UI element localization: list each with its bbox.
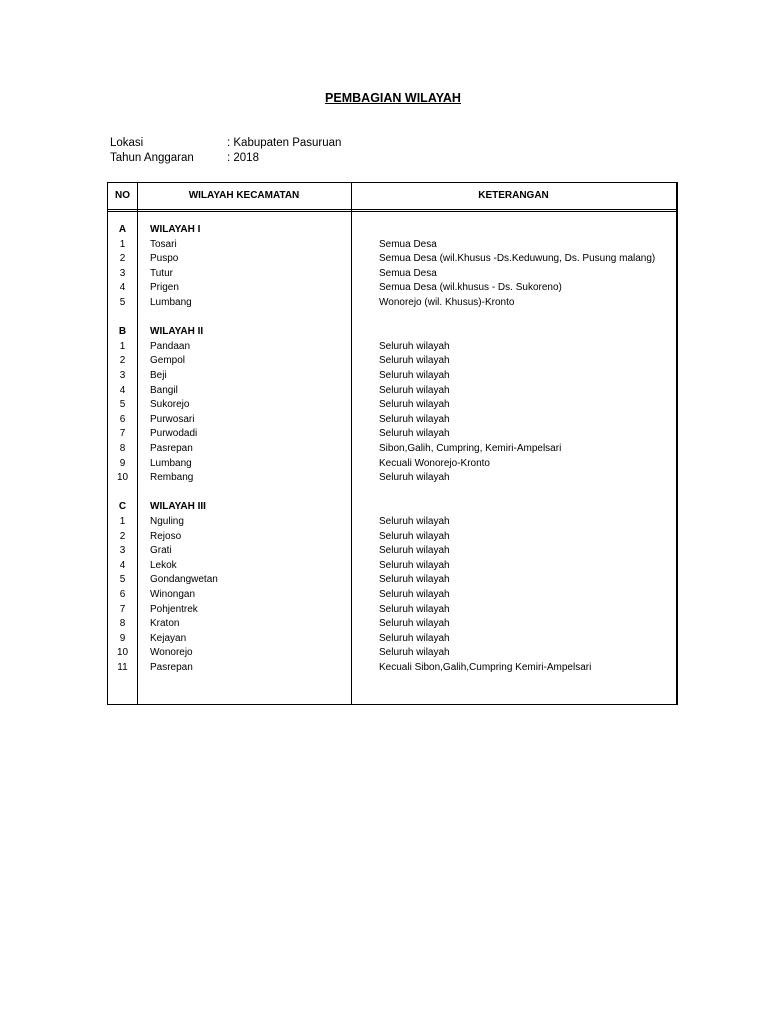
- keterangan-text: Seluruh wilayah: [379, 355, 450, 367]
- row-number: 4: [119, 559, 126, 571]
- table-row: [108, 471, 676, 486]
- kecamatan-name: Pandaan: [150, 340, 191, 352]
- kecamatan-name: Nguling: [150, 516, 184, 527]
- meta-location-label: Lokasi: [110, 137, 144, 149]
- row-number: 10: [116, 647, 129, 659]
- kecamatan-name: Rejoso: [150, 530, 182, 542]
- keterangan-text: Seluruh wilayah: [379, 530, 450, 542]
- table-row: [108, 413, 676, 428]
- row-number: 9: [119, 632, 126, 644]
- table-row: [108, 646, 676, 661]
- kecamatan-name: Purwodadi: [150, 428, 198, 440]
- keterangan-text: Kecuali Sibon,Galih,Cumpring Kemiri-Ampelsari: [379, 662, 592, 673]
- kecamatan-name: Gondangwetan: [150, 574, 218, 586]
- row-number: 1: [119, 516, 126, 527]
- section-row: [108, 500, 676, 515]
- header-keterangan: KETERANGAN: [478, 190, 549, 201]
- kecamatan-name: Beji: [150, 370, 167, 381]
- header-divider-bottom: [108, 211, 676, 212]
- region-table: [107, 182, 678, 705]
- document-title: PEMBAGIAN WILAYAH: [325, 91, 461, 105]
- row-number: 5: [119, 297, 126, 308]
- keterangan-text: Seluruh wilayah: [379, 574, 450, 586]
- table-row: [108, 661, 676, 676]
- keterangan-text: Sibon,Galih, Cumpring, Kemiri-Ampelsari: [379, 443, 562, 454]
- header-wilayah: WILAYAH KECAMATAN: [188, 190, 300, 201]
- table-row: [108, 354, 676, 369]
- kecamatan-name: Pasrepan: [150, 662, 193, 673]
- row-number: 3: [119, 267, 126, 279]
- table-row: [108, 340, 676, 355]
- kecamatan-name: Sukorejo: [150, 399, 190, 411]
- section-name: WILAYAH I: [150, 224, 201, 235]
- row-number: 2: [119, 530, 126, 542]
- row-number: 4: [119, 282, 126, 294]
- kecamatan-name: Lumbang: [150, 457, 192, 469]
- table-row: [108, 398, 676, 413]
- row-number: 4: [119, 384, 126, 396]
- kecamatan-name: Purwosari: [150, 413, 195, 425]
- row-number: 2: [119, 253, 126, 265]
- table-row: [108, 559, 676, 574]
- table-row: [108, 296, 676, 311]
- section-row: [108, 223, 676, 238]
- row-number: 9: [119, 457, 126, 469]
- section-name: WILAYAH III: [150, 501, 206, 513]
- section-code: A: [118, 224, 127, 235]
- kecamatan-name: Lekok: [150, 559, 177, 571]
- row-number: 1: [119, 340, 126, 352]
- meta-location-value: : Kabupaten Pasuruan: [227, 137, 342, 149]
- kecamatan-name: Tosari: [150, 238, 177, 250]
- table-row: [108, 573, 676, 588]
- kecamatan-name: Wonorejo: [150, 647, 193, 659]
- keterangan-text: Seluruh wilayah: [379, 428, 450, 440]
- header-no: NO: [115, 190, 130, 201]
- table-row: [108, 588, 676, 603]
- meta-year-value: : 2018: [227, 152, 259, 164]
- row-number: 7: [119, 428, 126, 440]
- section-row: [108, 325, 676, 340]
- meta-year-label: Tahun Anggaran: [110, 152, 194, 164]
- kecamatan-name: Gempol: [150, 355, 186, 367]
- table-row: [108, 530, 676, 545]
- keterangan-text: Seluruh wilayah: [379, 516, 450, 527]
- kecamatan-name: Prigen: [150, 282, 179, 294]
- row-number: 10: [116, 472, 129, 484]
- kecamatan-name: Pasrepan: [150, 443, 193, 454]
- keterangan-text: Seluruh wilayah: [379, 399, 450, 411]
- row-number: 5: [119, 574, 126, 586]
- section-name: WILAYAH II: [150, 326, 204, 338]
- table-row: [108, 603, 676, 618]
- keterangan-text: Seluruh wilayah: [379, 589, 450, 600]
- table-row: [108, 617, 676, 632]
- keterangan-text: Seluruh wilayah: [379, 545, 450, 557]
- keterangan-text: Seluruh wilayah: [379, 603, 450, 615]
- kecamatan-name: Kejayan: [150, 632, 187, 644]
- table-row: [108, 457, 676, 472]
- kecamatan-name: Rembang: [150, 472, 194, 484]
- row-number: 5: [119, 399, 126, 411]
- row-number: 1: [119, 238, 126, 250]
- keterangan-text: Wonorejo (wil. Khusus)-Kronto: [379, 297, 515, 308]
- keterangan-text: Semua Desa (wil.Khusus -Ds.Keduwung, Ds. Pusung malang): [379, 253, 656, 265]
- table-row: [108, 632, 676, 647]
- keterangan-text: Seluruh wilayah: [379, 413, 450, 425]
- keterangan-text: Kecuali Wonorejo-Kronto: [379, 457, 490, 469]
- section-code: B: [118, 326, 127, 338]
- table-row: [108, 252, 676, 267]
- table-row: [108, 384, 676, 399]
- keterangan-text: Seluruh wilayah: [379, 559, 450, 571]
- row-number: 6: [119, 413, 126, 425]
- header-divider-top: [108, 209, 676, 210]
- row-number: 3: [119, 545, 126, 557]
- table-row: [108, 544, 676, 559]
- keterangan-text: Seluruh wilayah: [379, 647, 450, 659]
- kecamatan-name: Pohjentrek: [150, 603, 198, 615]
- row-number: 2: [119, 355, 126, 367]
- table-row: [108, 442, 676, 457]
- table-row: [108, 427, 676, 442]
- keterangan-text: Seluruh wilayah: [379, 384, 450, 396]
- table-row: [108, 267, 676, 282]
- keterangan-text: Seluruh wilayah: [379, 632, 450, 644]
- kecamatan-name: Winongan: [150, 589, 196, 600]
- row-number: 8: [119, 618, 126, 630]
- row-number: 7: [119, 603, 126, 615]
- table-row: [108, 369, 676, 384]
- kecamatan-name: Tutur: [150, 267, 173, 279]
- row-number: 11: [117, 662, 128, 673]
- kecamatan-name: Grati: [150, 545, 172, 557]
- table-row: [108, 515, 676, 530]
- keterangan-text: Seluruh wilayah: [379, 618, 450, 630]
- section-code: C: [118, 501, 127, 513]
- kecamatan-name: Puspo: [150, 253, 179, 265]
- kecamatan-name: Kraton: [150, 618, 180, 630]
- row-number: 6: [119, 589, 126, 600]
- row-number: 3: [119, 370, 126, 381]
- keterangan-text: Semua Desa: [379, 238, 437, 250]
- kecamatan-name: Bangil: [150, 384, 178, 396]
- row-number: 8: [119, 443, 126, 454]
- keterangan-text: Semua Desa (wil.khusus - Ds. Sukoreno): [379, 282, 562, 294]
- table-row: [108, 238, 676, 253]
- keterangan-text: Seluruh wilayah: [379, 340, 450, 352]
- keterangan-text: Seluruh wilayah: [379, 472, 450, 484]
- kecamatan-name: Lumbang: [150, 297, 192, 308]
- table-row: [108, 281, 676, 296]
- keterangan-text: Semua Desa: [379, 267, 437, 279]
- keterangan-text: Seluruh wilayah: [379, 370, 450, 381]
